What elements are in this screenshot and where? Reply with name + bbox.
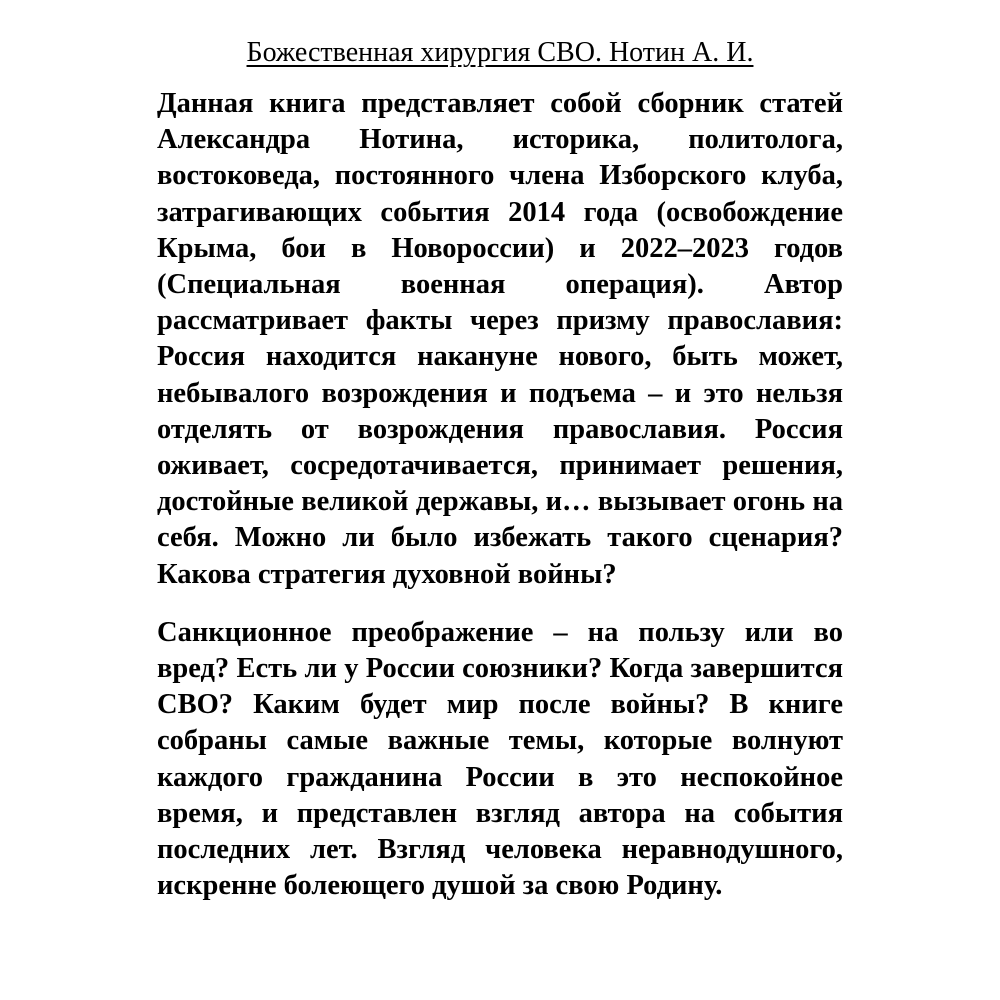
book-annotation-page (157, 30, 843, 904)
annotation-paragraph-2: Санкционное преображение – на пользу или во вред? Есть ли у России союзники? Когда завершится СВО? Каким будет мир после войны? В книге собраны самые важные темы, которые волнуют каждого гражданина России в это неспокойное время, и представлен взгляд автора на события последних лет. Взгляд человека неравнодушного, искренне болеющего душой за свою Родину. (157, 616, 843, 902)
annotation-paragraph-1: Данная книга представляет собой сборник статей Александра Нотина, историка, политолога, востоковеда, постоянного члена Изборского клуба, затрагивающих события 2014 года (освобождение Крыма, бои в Новороссии) и 2022–2023 годов (Специальная военная операция). Автор рассматривает факты через призму православия: Россия находится накануне нового, быть может, небывалого возрождения и подъема – и это нельзя отделять от возрождения православия. Россия оживает, сосредотачивается, принимает решения, достойные великой державы, и… вызывает огонь на себя. Можно ли было избежать такого сценария? Какова стратегия духовной войны? (157, 88, 843, 590)
book-title: Божественная хирургия СВО. Нотин А. И. (246, 37, 754, 68)
